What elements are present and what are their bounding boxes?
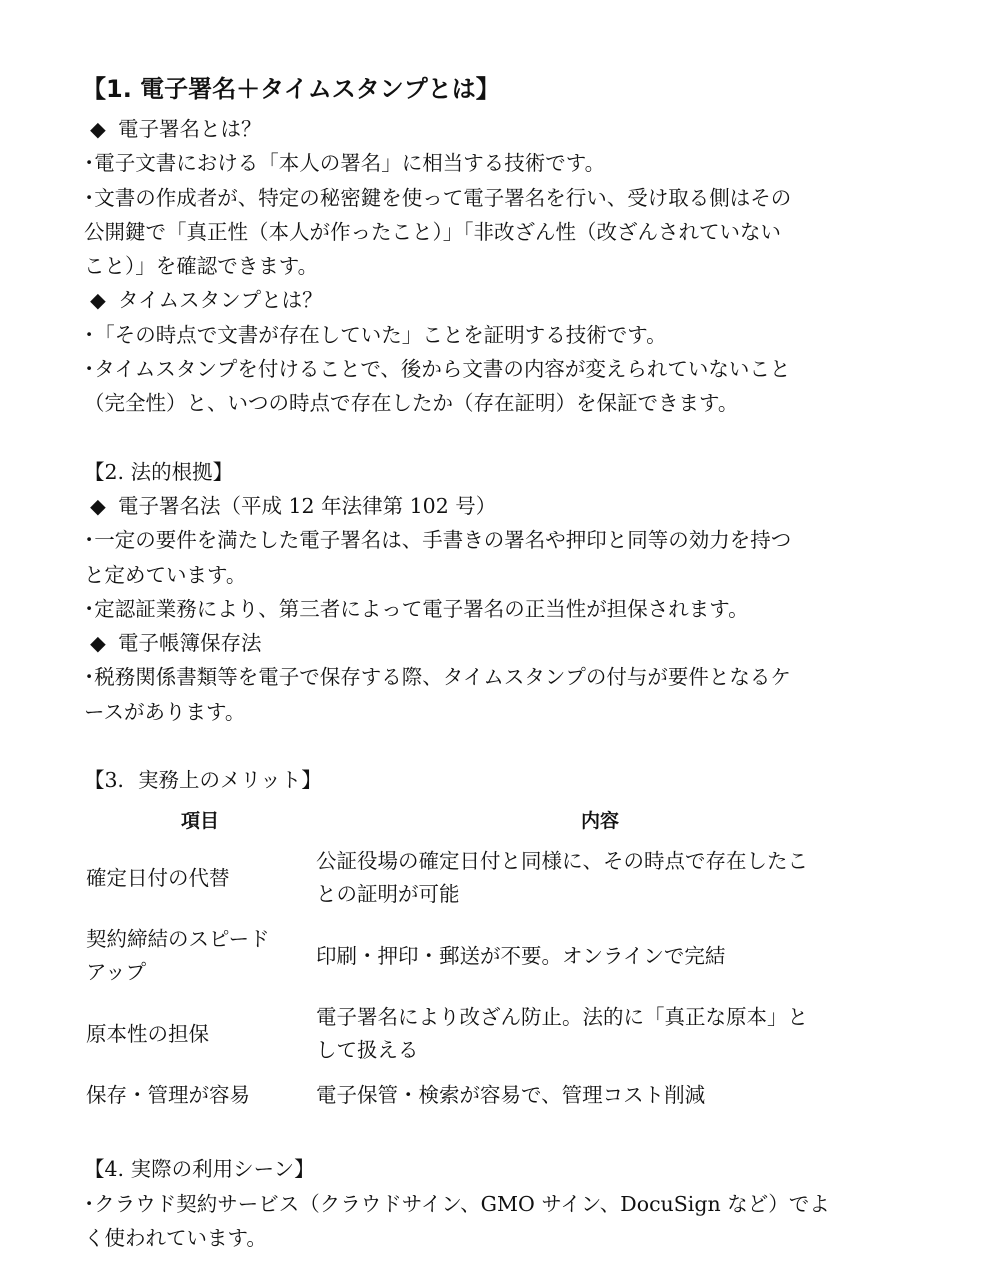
cell-line: 確定日付の代替 bbox=[86, 865, 230, 890]
content-cell bbox=[316, 839, 884, 917]
column-header-content: 内容 bbox=[580, 809, 619, 832]
table-row bbox=[84, 917, 884, 995]
spacer bbox=[84, 1118, 904, 1152]
section3-heading: 【3．実務上のメリット】 bbox=[84, 768, 322, 793]
bullet-heading bbox=[84, 112, 904, 146]
cell-line: 契約締結のスピード bbox=[86, 927, 270, 952]
cell-line: 印刷・押印・郵送が不要。オンラインで完結 bbox=[316, 943, 726, 968]
bullet-heading-text: 電子帳簿保存法 bbox=[118, 631, 262, 656]
bullet-heading bbox=[84, 626, 904, 660]
bullet-heading bbox=[84, 283, 904, 317]
cell-line: して扱える bbox=[316, 1038, 419, 1063]
paragraph-line: ･タイムスタンプを付けることで、後から文書の内容が変えられていないこと bbox=[84, 357, 791, 382]
paragraph-line: ･電子文書における「本人の署名」に相当する技術です。 bbox=[84, 151, 606, 176]
bullet-heading bbox=[84, 489, 904, 523]
cell-line: との証明が可能 bbox=[316, 882, 460, 907]
section1-heading: 【1. 電子署名＋タイムスタンプとは】 bbox=[82, 75, 500, 103]
merits-table bbox=[84, 799, 884, 1118]
item-cell bbox=[84, 1073, 316, 1118]
bullet-heading-text: タイムスタンプとは？ bbox=[118, 288, 323, 313]
diamond-bullet-icon: ◆ bbox=[90, 288, 106, 313]
paragraph-line: ･一定の要件を満たした電子署名は、手書きの署名や押印と同等の効力を持つ bbox=[84, 528, 792, 553]
cell-line: 電子署名により改ざん防止。法的に「真正な原本」と bbox=[316, 1005, 808, 1030]
cell-line: 保存・管理が容易 bbox=[86, 1083, 250, 1108]
document-page bbox=[84, 66, 904, 1255]
paragraph-line: ･「その時点で文書が存在していた」ことを証明する技術です。 bbox=[84, 322, 667, 347]
paragraph-line: ースがあります。 bbox=[84, 699, 246, 724]
paragraph-line: こと）」を確認できます。 bbox=[84, 254, 319, 279]
paragraph-line: 公開鍵で「真正性（本人が作ったこと）」「非改ざん性（改ざんされていない bbox=[84, 219, 781, 244]
cell-line: アップ bbox=[86, 960, 147, 985]
table-row bbox=[84, 1073, 884, 1118]
item-cell bbox=[84, 839, 316, 917]
item-cell bbox=[84, 917, 316, 995]
diamond-bullet-icon: ◆ bbox=[90, 117, 106, 141]
bullet-heading-text: 電子署名とは？ bbox=[118, 117, 262, 141]
bullet-heading-text: 電子署名法（平成 12 年法律第 102 号） bbox=[118, 493, 497, 518]
content-cell bbox=[316, 917, 884, 995]
content-cell bbox=[316, 1073, 884, 1118]
diamond-bullet-icon: ◆ bbox=[90, 493, 106, 518]
section4-heading: 【4. 実際の利用シーン】 bbox=[84, 1157, 315, 1182]
content-cell bbox=[316, 995, 884, 1073]
cell-line: 原本性の担保 bbox=[86, 1021, 209, 1046]
paragraph-line: と定めています。 bbox=[84, 562, 247, 587]
paragraph-line: （完全性）と、いつの時点で存在したか（存在証明）を保証できます。 bbox=[84, 391, 739, 416]
paragraph-line: ･文書の作成者が、特定の秘密鍵を使って電子署名を行い、受け取る側はその bbox=[84, 185, 792, 210]
cell-line: 公証役場の確定日付と同様に、その時点で存在したこ bbox=[316, 849, 808, 874]
spacer bbox=[84, 729, 904, 763]
spacer bbox=[84, 421, 904, 455]
section2-heading: 【2. 法的根拠】 bbox=[84, 459, 234, 484]
paragraph-line: ･定認証業務により、第三者によって電子署名の正当性が担保されます。 bbox=[84, 596, 749, 621]
paragraph-line: ･税務関係書類等を電子で保存する際、タイムスタンプの付与が要件となるケ bbox=[84, 665, 791, 690]
cell-line: 電子保管・検索が容易で、管理コスト削減 bbox=[316, 1083, 706, 1108]
table-header-row bbox=[84, 799, 884, 839]
column-header-item: 項目 bbox=[180, 809, 219, 832]
paragraph-line: ･クラウド契約サービス（クラウドサイン、GMO サイン、DocuSign など）でよ bbox=[84, 1191, 830, 1216]
item-cell bbox=[84, 995, 316, 1073]
paragraph-line: く使われています。 bbox=[84, 1225, 267, 1250]
table-row bbox=[84, 995, 884, 1073]
table-row bbox=[84, 839, 884, 917]
diamond-bullet-icon: ◆ bbox=[90, 631, 106, 656]
